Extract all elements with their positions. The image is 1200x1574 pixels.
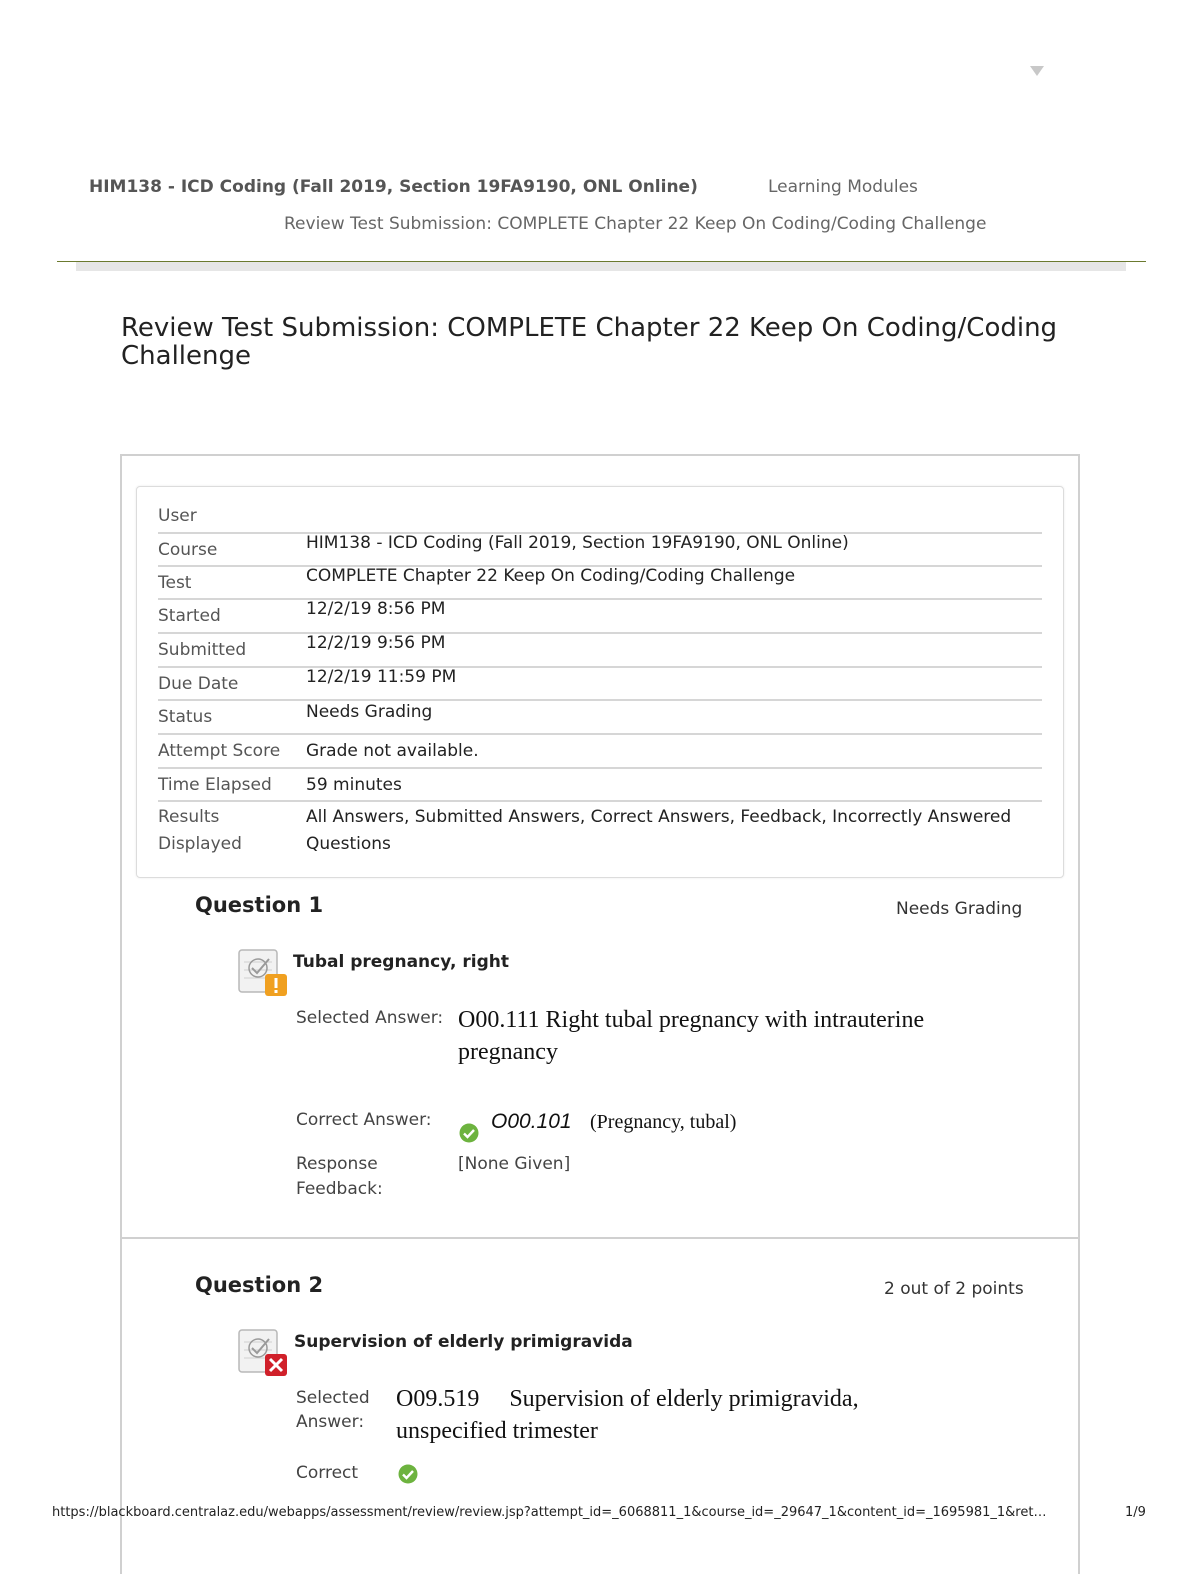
info-value-test: COMPLETE Chapter 22 Keep On Coding/Coding Challenge — [306, 566, 796, 586]
info-label-attempt-score: Attempt Score — [158, 741, 281, 761]
page-title: Review Test Submission: COMPLETE Chapter 22 Keep On Coding/Coding Challenge — [121, 313, 1058, 371]
question-1-title: Question 1 — [195, 893, 324, 917]
info-rule — [158, 733, 1042, 735]
question-1-correct-note: (Pregnancy, tubal) — [590, 1111, 737, 1133]
info-value-time-elapsed: 59 minutes — [306, 775, 402, 795]
question-1-feedback-label-1: Response — [296, 1154, 378, 1174]
question-2-title: Question 2 — [195, 1273, 324, 1297]
question-2-text: Supervision of elderly primigravida — [294, 1332, 633, 1352]
question-2-selected-answer-line-1: O09.519 Supervision of elderly primigravida, — [396, 1386, 859, 1412]
question-1-correct-label: Correct Answer: — [296, 1110, 432, 1130]
info-rule — [158, 598, 1042, 600]
question-2-selected-label-1: Selected — [296, 1388, 370, 1408]
question-1-feedback-value: [None Given] — [458, 1154, 571, 1174]
question-1-status: Needs Grading — [896, 899, 1023, 919]
info-rule — [158, 767, 1042, 769]
question-1-selected-answer-line-1: O00.111 Right tubal pregnancy with intrauterine — [458, 1007, 925, 1033]
dropdown-caret-icon[interactable] — [1030, 66, 1044, 76]
info-label-user: User — [158, 506, 197, 526]
breadcrumb-course[interactable]: HIM138 - ICD Coding (Fall 2019, Section 19FA9190, ONL Online) — [89, 177, 698, 197]
footer-url: https://blackboard.centralaz.edu/webapps/assessment/review/review.jsp?attempt_id=_6068811_1&course_id=_29647_1&content_id=_1695981_1&ret… — [52, 1505, 1047, 1520]
info-rule — [158, 699, 1042, 701]
breadcrumb-learning-modules[interactable]: Learning Modules — [768, 177, 918, 197]
question-1-feedback-label-2: Feedback: — [296, 1179, 383, 1199]
correct-check-icon — [398, 1464, 418, 1484]
info-value-attempt-score: Grade not available. — [306, 741, 479, 761]
breadcrumb-current-page: Review Test Submission: COMPLETE Chapter 22 Keep On Coding/Coding Challenge — [284, 214, 987, 234]
info-value-results-2: Questions — [306, 834, 391, 854]
question-1-correct-code: O00.101 — [491, 1110, 572, 1133]
info-label-test: Test — [158, 573, 192, 593]
info-label-started: Started — [158, 606, 221, 626]
question-2-selected-answer-line-2: unspecified trimester — [396, 1418, 598, 1444]
info-value-results-1: All Answers, Submitted Answers, Correct Answers, Feedback, Incorrectly Answered — [306, 807, 1012, 827]
info-label-status: Status — [158, 707, 213, 727]
question-1-selected-label: Selected Answer: — [296, 1008, 444, 1028]
info-value-started: 12/2/19 8:56 PM — [306, 599, 446, 619]
question-1-selected-answer-line-2: pregnancy — [458, 1039, 558, 1065]
info-rule — [158, 800, 1042, 802]
info-rule — [158, 666, 1042, 668]
question-2-correct-label: Correct — [296, 1463, 359, 1483]
info-value-course: HIM138 - ICD Coding (Fall 2019, Section 19FA9190, ONL Online) — [306, 533, 849, 553]
info-label-submitted: Submitted — [158, 640, 247, 660]
info-label-time-elapsed: Time Elapsed — [158, 775, 272, 795]
question-2-status: 2 out of 2 points — [884, 1279, 1024, 1299]
info-label-results-2: Displayed — [158, 834, 242, 854]
info-value-due-date: 12/2/19 11:59 PM — [306, 667, 457, 687]
info-rule — [158, 632, 1042, 634]
info-label-course: Course — [158, 540, 218, 560]
header-band — [76, 262, 1126, 271]
info-value-submitted: 12/2/19 9:56 PM — [306, 633, 446, 653]
info-value-status: Needs Grading — [306, 702, 433, 722]
info-label-results-1: Results — [158, 807, 220, 827]
incorrect-icon — [238, 1328, 286, 1376]
question-divider — [122, 1237, 1078, 1239]
question-1-text: Tubal pregnancy, right — [293, 952, 509, 972]
info-label-due-date: Due Date — [158, 674, 239, 694]
needs-grading-icon — [238, 948, 286, 996]
footer-page-number: 1/9 — [1125, 1505, 1146, 1520]
question-2-selected-label-2: Answer: — [296, 1412, 365, 1432]
correct-check-icon — [459, 1123, 479, 1143]
